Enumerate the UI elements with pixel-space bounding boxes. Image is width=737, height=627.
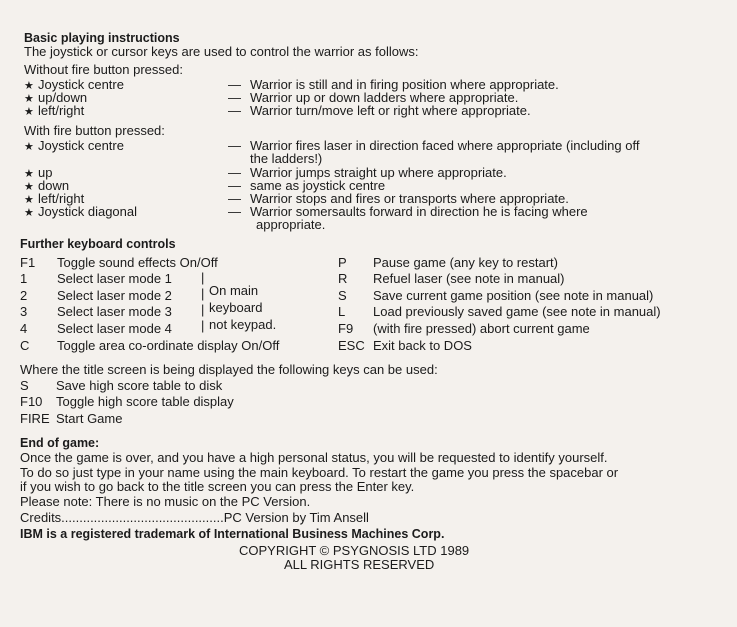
key-desc: Exit back to DOS (373, 338, 472, 353)
key-label: L (338, 304, 346, 319)
key-desc: Save high score table to disk (56, 378, 223, 393)
star-icon: ★ (24, 141, 34, 153)
end-heading: End of game: (20, 436, 100, 450)
list-item (24, 205, 137, 220)
note-line: not keypad. (209, 317, 277, 332)
credits-line: Credits.............................................PC Version by Tim Ansell (20, 510, 369, 525)
star-icon: ★ (24, 194, 34, 206)
star-icon: ★ (24, 207, 34, 219)
key-label: F10 (20, 394, 43, 409)
key-label: 2 (20, 288, 28, 303)
star-icon: ★ (24, 80, 34, 92)
note-line: keyboard (209, 300, 263, 315)
item-key: up (38, 165, 53, 180)
item-dash: — (228, 77, 241, 92)
bracket-bar: | (201, 302, 205, 317)
item-dash: — (228, 178, 241, 193)
item-dash: — (228, 165, 241, 180)
key-label: C (20, 338, 30, 353)
item-dash: — (228, 204, 241, 219)
key-desc: (with fire pressed) abort current game (373, 321, 590, 336)
basic-intro: The joystick or cursor keys are used to control the warrior as follows: (24, 44, 419, 59)
item-desc: Warrior somersaults forward in direction he is facing where (250, 204, 588, 219)
item-desc: Warrior jumps straight up where appropriate. (250, 165, 507, 180)
item-desc: same as joystick centre (250, 178, 386, 193)
without-heading: Without fire button pressed: (24, 62, 183, 77)
key-label: F9 (338, 321, 354, 336)
key-desc: Select laser mode 1 (57, 271, 172, 286)
key-desc: Pause game (any key to restart) (373, 255, 558, 270)
bracket-bar: | (201, 318, 205, 333)
key-label: ESC (338, 338, 365, 353)
key-label: R (338, 271, 348, 286)
item-dash: — (228, 103, 241, 118)
star-icon: ★ (24, 168, 34, 180)
key-label: 4 (20, 321, 28, 336)
key-label: S (20, 378, 29, 393)
list-item (24, 139, 124, 154)
end-line: if you wish to go back to the title screen you can press the Enter key. (20, 479, 415, 494)
list-item (24, 104, 84, 119)
item-desc-cont: the ladders!) (250, 151, 323, 166)
key-desc: Select laser mode 2 (57, 288, 172, 303)
key-desc: Select laser mode 3 (57, 304, 172, 319)
key-label: S (338, 288, 347, 303)
item-desc: Warrior stops and fires or transports where appropriate. (250, 191, 569, 206)
item-desc: Warrior turn/move left or right where appropriate. (250, 103, 531, 118)
key-desc: Refuel laser (see note in manual) (373, 271, 565, 286)
trademark-line: IBM is a registered trademark of International Business Machines Corp. (20, 527, 445, 541)
item-desc: Warrior fires laser in direction faced where appropriate (including off (250, 138, 640, 153)
note-line: On main (209, 283, 259, 298)
key-desc: Toggle area co-ordinate display On/Off (57, 338, 280, 353)
item-key: up/down (38, 90, 88, 105)
end-line: Once the game is over, and you have a high personal status, you will be requested to identify yourself. (20, 450, 608, 465)
with-heading: With fire button pressed: (24, 123, 165, 138)
item-desc: Warrior up or down ladders where appropriate. (250, 90, 519, 105)
key-label: F1 (20, 255, 36, 270)
key-label: P (338, 255, 347, 270)
item-dash: — (228, 191, 241, 206)
end-line: Please note: There is no music on the PC Version. (20, 494, 311, 509)
star-icon: ★ (24, 93, 34, 105)
item-key: down (38, 178, 70, 193)
key-desc: Start Game (56, 411, 123, 426)
item-desc: Warrior is still and in firing position where appropriate. (250, 77, 559, 92)
bracket-bar: | (201, 270, 205, 285)
item-key: left/right (38, 103, 85, 118)
key-desc: Select laser mode 4 (57, 321, 172, 336)
bracket-bar: | (201, 286, 205, 301)
key-label: FIRE (20, 411, 50, 426)
rights-line: ALL RIGHTS RESERVED (284, 557, 435, 572)
basic-heading: Basic playing instructions (24, 31, 180, 45)
item-desc-cont: appropriate. (256, 217, 326, 232)
key-desc: Load previously saved game (see note in manual) (373, 304, 661, 319)
item-key: Joystick centre (38, 138, 124, 153)
item-key: Joystick centre (38, 77, 124, 92)
key-desc: Save current game position (see note in manual) (373, 288, 654, 303)
end-line: To do so just type in your name using the main keyboard. To restart the game you press the spacebar or (20, 465, 619, 480)
item-key: left/right (38, 191, 85, 206)
item-key: Joystick diagonal (38, 204, 137, 219)
key-label: 3 (20, 304, 28, 319)
star-icon: ★ (24, 106, 34, 118)
key-desc: Toggle high score table display (56, 394, 234, 409)
further-heading: Further keyboard controls (20, 237, 176, 251)
key-desc: Toggle sound effects On/Off (57, 255, 218, 270)
star-icon: ★ (24, 181, 34, 193)
key-label: 1 (20, 271, 28, 286)
item-dash: — (228, 138, 241, 153)
title-screen-intro: Where the title screen is being displayed the following keys can be used: (20, 362, 438, 377)
item-dash: — (228, 90, 241, 105)
copyright-line: COPYRIGHT © PSYGNOSIS LTD 1989 (239, 543, 470, 558)
